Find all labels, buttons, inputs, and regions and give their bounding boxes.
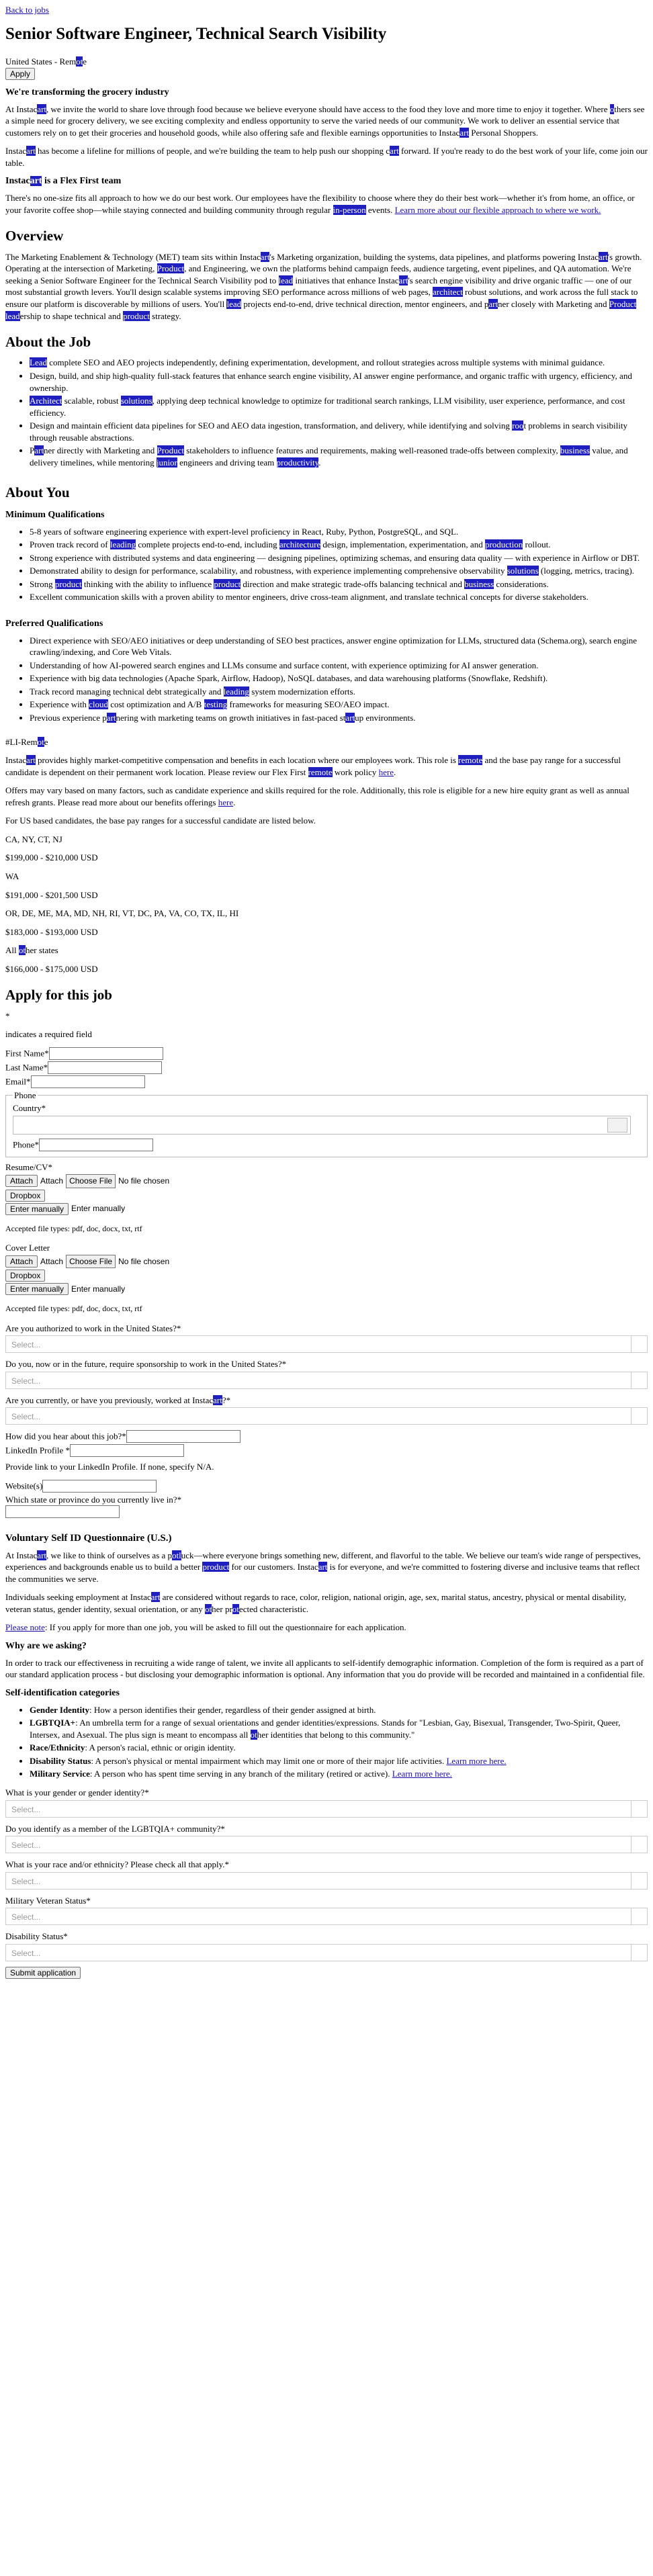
highlighted-text: art (106, 713, 116, 723)
text-segment: events. (365, 204, 395, 215)
text-segment: Design, build, and ship high-quality full-stack features that enhance search engine visibility, AI answer engine performance, and organic traffic with urgency, efficiency, and ownership. (30, 370, 632, 393)
q-authorized-label: Are you authorized to work in the United States?* (5, 1323, 181, 1333)
text-segment: , and Engineering, we own the platforms behind campaign feeds, audience targeting, event pipelines, and QA automation. We're seeking a Senior Software Engineer for the Technical Search Visibility pod to (5, 263, 632, 285)
list-item (30, 370, 648, 394)
pref-quals-heading: Preferred Qualifications (5, 618, 103, 629)
flex-first-paragraph (5, 192, 648, 216)
text-segment: Strong (30, 578, 55, 589)
job-location: United States - Remote (5, 56, 87, 67)
highlighted-text: art (37, 1550, 47, 1560)
demo-race-label: What is your race and/or ethnicity? Please check all that apply.* (5, 1859, 230, 1870)
highlighted-text: art (260, 251, 270, 262)
text-segment: ership to shape technical and (19, 310, 124, 321)
pay-ranges (5, 834, 648, 975)
text-segment: ner directly with Marketing and (43, 445, 157, 456)
text-segment: Understanding of how AI-powered search engines and LLMs consume and surface content, with experience optimizing for AI answer generation. (30, 660, 539, 670)
list-item (30, 445, 648, 468)
text-segment: ner closely with Marketing and (498, 298, 609, 309)
text-segment: At Instac (5, 103, 38, 114)
text-segment: thinking with the ability to influence (81, 578, 214, 589)
list-item (30, 660, 648, 672)
highlighted-text: art (598, 251, 608, 262)
q-state-input[interactable] (5, 1505, 120, 1518)
cover-enter-manually-button[interactable]: Enter manually (5, 1283, 69, 1295)
phone-label: Phone* (13, 1139, 39, 1150)
text-segment: : A person who has spent time serving in any branch of the military (retired or active). (89, 1769, 392, 1779)
text-segment: work policy (332, 766, 379, 777)
list-item (30, 578, 648, 590)
q-sponsorship-label: Do you, now or in the future, require sponsorship to work in the United States?* (5, 1359, 287, 1370)
min-quals-list (5, 526, 648, 603)
phone-input[interactable] (39, 1139, 153, 1151)
term-label: LGBTQIA+ (30, 1718, 76, 1728)
text-segment: : How a person identifies their gender, regardless of their gender assigned at birth. (89, 1704, 376, 1715)
chevron-down-icon (631, 1801, 647, 1817)
text-segment: : A person's racial, ethnic or origin identity. (85, 1742, 236, 1753)
first-name-row (5, 1047, 648, 1060)
highlighted-text: product (214, 578, 241, 589)
text-segment: forward. If you're ready to do the best work of your life, come join our table. (5, 146, 648, 168)
comp-paragraph-3: For US based candidates, the base pay ranges for a successful candidate are listed below. (5, 815, 316, 826)
list-item (30, 699, 648, 711)
list-item (30, 565, 648, 577)
chevron-down-icon (631, 1873, 647, 1889)
selfid-list (5, 1704, 648, 1780)
text-segment: Strong experience with distributed systems and data engineering — designing pipelines, optimizing schemas, and ensuring data quality — with experience in Airflow or DBT. (30, 552, 640, 563)
text-segment: ected characteristic. (238, 1603, 309, 1614)
q-sponsorship-select[interactable] (5, 1372, 648, 1389)
text-segment: uck—where everyone brings something new, different, and flavorful to the table. We believe our team's wide range of perspectives, experiences and backgrounds enable us to build a better (5, 1550, 641, 1572)
highlighted-text: otl (172, 1550, 181, 1560)
last-name-label: Last Name* (5, 1062, 48, 1073)
text-segment: , we invite the world to share love through food because we believe everyone should have access to the food they love and more time to enjoy it together. Where (46, 103, 610, 114)
text-segment: : A person's physical or mental impairment which may limit one or more of their major life activities. (91, 1755, 447, 1766)
select-placeholder: Select... (11, 1948, 41, 1958)
text-segment: her pr (212, 1603, 232, 1614)
first-name-input[interactable] (49, 1047, 163, 1060)
cover-file-types: Accepted file types: pdf, doc, docx, txt, rtf (5, 1304, 142, 1314)
text-segment: has become a lifeline for millions of people, and we're building the team to help push our shopping c (35, 146, 390, 157)
pref-quals-list (5, 635, 648, 724)
highlighted-text: leading (223, 686, 249, 697)
pay-range: $166,000 - $175,000 USD (5, 963, 98, 974)
pay-region: CA, NY, CT, NJ (5, 834, 62, 844)
text-segment: for our customers. Instac (229, 1562, 318, 1572)
demo-disability-select[interactable] (5, 1944, 648, 1961)
highlighted-text: architecture (279, 539, 321, 550)
text-segment: 's search engine visibility and drive organic traffic — one of our most substantial growth levers. You'll design scalable systems improving SEO performance across millions of web pages, (5, 275, 632, 298)
text-segment: scalable, robust (62, 396, 121, 406)
highlighted-text: art (398, 275, 408, 285)
text-segment: rollout. (523, 539, 551, 550)
demo-lgbtqia-select[interactable] (5, 1836, 648, 1853)
highlighted-text: art (26, 755, 36, 766)
country-select[interactable] (13, 1116, 631, 1135)
job-title: Senior Software Engineer, Technical Search Visibility (5, 24, 387, 43)
resume-file-types: Accepted file types: pdf, doc, docx, txt, rtf (5, 1223, 142, 1233)
text-segment: There's no one-size fits all approach to how we do our best work. Our employees have the flexibility to choose where they do their best work—whether it's from home, an office, or your favorite coffee shop—while staying connected and building community through regular (5, 193, 635, 215)
inline-link[interactable]: Learn more about our flexible approach to where we work. (394, 204, 601, 215)
vsid-paragraph-2 (5, 1591, 648, 1615)
text-segment: initiatives that enhance Instac (293, 275, 399, 285)
highlighted-text: o (609, 103, 615, 114)
highlighted-text: ot (250, 1729, 257, 1740)
text-segment: is for everyone, and we're committed to fostering diverse and inclusive teams that reflect the communities we serve. (5, 1562, 640, 1584)
text-segment: are considered without regards to race, color, religion, national origin, age, sex, marital status, ancestry, physical or mental disability, veteran status, gender identity, sexual orientation, or any (5, 1592, 627, 1614)
text-segment: Individuals seeking employment at Instac (5, 1592, 151, 1603)
select-placeholder: Select... (11, 1840, 41, 1851)
intro-paragraph-2 (5, 145, 648, 169)
text-segment: complete projects end-to-end, including (136, 539, 279, 550)
text-segment: 5-8 years of software engineering experience with expert-level proficiency in React, Ruby, Python, PostgreSQL, and SQL. (30, 526, 459, 537)
text-segment: cost optimization and A/B (107, 699, 204, 710)
text-segment: up environments. (355, 713, 416, 723)
text-segment: . (393, 766, 396, 777)
highlighted-text: art (488, 298, 498, 309)
term-label: Military Service (30, 1769, 90, 1779)
pay-range: $199,000 - $210,000 USD (5, 852, 98, 863)
why-paragraph: In order to track our effectiveness in recruiting a wide range of talent, we invite all applicants to self-identify demographic information. Completion of the form is required as a part of our standard application process - but disclosing your demographic information is optional. Any information that you do provide will be recorded and maintained in a confidential file. (5, 1657, 645, 1680)
term-label: Gender Identity (30, 1704, 89, 1715)
cover-manual-row (5, 1283, 648, 1295)
back-to-jobs-link[interactable]: Back to jobs (5, 5, 49, 15)
overview-heading: Overview (5, 228, 64, 245)
list-item (30, 635, 648, 658)
select-placeholder: Select... (11, 1340, 41, 1350)
comp-paragraph-2 (5, 785, 648, 808)
cover-enter-manually-text: Enter manually (71, 1284, 126, 1294)
highlighted-text: Product (157, 263, 185, 274)
select-placeholder: Select... (11, 1804, 41, 1814)
text-segment: . (233, 797, 236, 807)
highlighted-text: art (345, 713, 355, 723)
inline-link[interactable]: here (218, 797, 234, 807)
highlighted-text: art (460, 127, 470, 138)
highlighted-text: art (390, 146, 399, 157)
text-segment: robust solutions, and work across the full stack to ensure our platform is discoverable by millions of users. You'll (5, 287, 638, 309)
text-segment: her states (26, 945, 58, 956)
required-asterisk: * (5, 1010, 10, 1021)
q-heard-input[interactable] (126, 1430, 241, 1443)
highlighted-text: testing (204, 699, 228, 710)
resume-no-file-text: No file chosen (118, 1176, 170, 1186)
text-segment: , we like to think of ourselves as a p (46, 1550, 173, 1560)
inline-link[interactable]: Learn more here. (446, 1755, 507, 1766)
text-segment: complete SEO and AEO projects independently, defining experimentation, development, and rollout strategies across multiple systems with minimal guidance. (46, 357, 605, 368)
highlighted-text: junior (156, 457, 177, 468)
resume-file-row (5, 1174, 648, 1188)
text-segment: provides highly market-competitive compensation and benefits in each location where our employees work. This role is (35, 755, 459, 766)
phone-row (13, 1139, 640, 1151)
text-segment: strategy. (149, 310, 181, 321)
text-segment: Instac (5, 755, 27, 766)
country-dropdown-button[interactable] (607, 1118, 627, 1132)
text-segment: system modernization efforts. (249, 686, 355, 697)
list-item (30, 1742, 648, 1754)
resume-manual-row (5, 1203, 648, 1215)
text-segment: , applying deep technical knowledge to optimize for traditional search rankings, LLM visibility, user experience, performance, and cost efficiency. (30, 396, 625, 418)
resume-attach-label: Attach (40, 1176, 64, 1186)
email-input[interactable] (31, 1075, 145, 1088)
website-row (5, 1480, 648, 1493)
text-segment: Demonstrated ability to design for performance, scalability, and robustness, with experience implementing comprehensive observability (30, 566, 507, 576)
text-segment: frameworks for measuring SEO/AEO impact. (227, 699, 390, 710)
demo-veteran-label: Military Veteran Status* (5, 1895, 91, 1906)
list-item (30, 1704, 648, 1716)
email-row (5, 1075, 648, 1088)
text-segment: 's growth. Operating at the intersection of Marketing, (5, 251, 642, 274)
highlighted-text: production (484, 539, 523, 550)
list-item (30, 539, 648, 551)
email-label: Email* (5, 1076, 31, 1087)
term-label: Disability Status (30, 1755, 91, 1766)
list-item (30, 672, 648, 684)
resume-choose-file-button[interactable]: Choose File (66, 1174, 116, 1188)
apply-button[interactable]: Apply (5, 68, 35, 80)
highlighted-text: Product (609, 298, 637, 309)
chevron-down-icon (631, 1945, 647, 1961)
pay-range: $191,000 - $201,500 USD (5, 889, 98, 900)
text-segment: design, implementation, experimentation, and (320, 539, 485, 550)
list-item (30, 395, 648, 418)
highlighted-text: remote (308, 766, 333, 777)
text-segment: considerations. (494, 578, 549, 589)
list-item (30, 1755, 648, 1767)
cover-no-file-text: No file chosen (118, 1257, 170, 1267)
highlighted-text: cloud (89, 699, 108, 710)
min-quals-heading: Minimum Qualifications (5, 509, 105, 520)
about-job-list (5, 357, 648, 468)
country-label: Country* (13, 1103, 46, 1114)
highlighted-text: art (37, 103, 47, 114)
cover-file-row (5, 1255, 648, 1268)
highlighted-text: art (34, 445, 44, 456)
term-label: Race/Ethnicity (30, 1742, 85, 1753)
list-item (30, 420, 648, 443)
cover-dropbox-button[interactable]: Dropbox (5, 1270, 45, 1282)
apply-heading: Apply for this job (5, 987, 112, 1004)
li-tag: #LI-Remote (5, 736, 48, 747)
selfid-heading: Self-identification categories (5, 1687, 120, 1698)
last-name-row (5, 1061, 648, 1074)
text-segment: nering with marketing teams on growth initiatives in fast-paced st (116, 713, 346, 723)
select-placeholder: Select... (11, 1912, 41, 1922)
cover-letter-label: Cover Letter (5, 1242, 50, 1253)
text-segment: : An umbrella term for a range of sexual orientations and gender identities/expressions. Stands for "Lesbian, Gay, Bisexual, Transgender, Two-Spirit, Queer, Intersex, and Asexual. The plus sign is meant to encompass all (30, 1718, 621, 1740)
highlighted-text: in-person (333, 204, 366, 215)
cover-choose-file-button[interactable]: Choose File (66, 1255, 116, 1268)
list-item (30, 552, 648, 564)
text-segment: The Marketing Enablement & Technology (MET) team sits within Instac (5, 251, 261, 262)
select-placeholder: Select... (11, 1876, 41, 1886)
list-item (30, 357, 648, 369)
q-heard-row (5, 1430, 648, 1443)
text-segment: and the base pay range for a successful candidate is dependent on their permanent work location. Please review our Flex First (5, 755, 621, 777)
required-note: indicates a required field (5, 1029, 92, 1040)
highlighted-text: product (54, 578, 82, 589)
text-segment: value, and delivery timelines, while mentoring (30, 445, 628, 468)
highlighted-text: roo (512, 420, 524, 431)
highlighted-text: art (318, 1562, 328, 1572)
highlighted-text: product (202, 1562, 230, 1572)
q-state-label: Which state or province do you currently live in?* (5, 1494, 182, 1505)
demo-gender-select[interactable] (5, 1800, 648, 1818)
text-segment: Design and maintain efficient data pipelines for SEO and AEO data ingestion, transformation, and delivery, while identifying and solving (30, 420, 513, 431)
overview-paragraph (5, 251, 648, 322)
inline-link[interactable]: here (378, 766, 394, 777)
website-input[interactable] (42, 1480, 157, 1493)
list-item (30, 1768, 648, 1780)
text-segment: Excellent communication skills with a proven ability to mentor engineers, drive cross-team alignment, and translate technical concepts for diverse stakeholders. (30, 592, 589, 603)
chevron-down-icon (631, 1372, 647, 1388)
text-segment: Offers may vary based on many factors, such as candidate experience and skills required for the role. Additionally, this role is eligible for a new hire equity grant as well as annual refresh grants. Please read more about our benefits offerings (5, 785, 629, 807)
linkedin-row (5, 1444, 648, 1457)
text-segment: All (5, 945, 19, 956)
text-segment: t problems in search visibility through reusable abstractions. (30, 420, 627, 443)
vsid-heading: Voluntary Self ID Questionnaire (U.S.) (5, 1533, 172, 1544)
highlighted-text: ot (232, 1603, 239, 1614)
list-item (30, 712, 648, 724)
chevron-down-icon (631, 1336, 647, 1352)
resume-label: Resume/CV* (5, 1161, 53, 1172)
pay-region (5, 944, 648, 957)
text-segment: At Instac (5, 1550, 38, 1560)
list-item (30, 686, 648, 698)
text-segment: Instac (5, 146, 27, 157)
list-item (30, 1717, 648, 1740)
chevron-down-icon (631, 1908, 647, 1924)
inline-link[interactable]: Learn more here. (392, 1769, 452, 1779)
text-segment: direction and make strategic trade-offs balancing technical and (241, 578, 465, 589)
intro-paragraph-1 (5, 103, 648, 139)
select-placeholder: Select... (11, 1412, 41, 1422)
highlighted-text: Product (157, 445, 184, 456)
highlighted-text: Lead (30, 357, 47, 368)
list-item (30, 526, 648, 538)
intro-heading: We're transforming the grocery industry (5, 87, 169, 97)
vsid-paragraph-3 (5, 1622, 648, 1634)
linkedin-input[interactable] (70, 1444, 184, 1457)
text-segment: Proven track record of (30, 539, 110, 550)
demo-gender-label: What is your gender or gender identity?* (5, 1787, 149, 1798)
last-name-input[interactable] (48, 1061, 162, 1074)
resume-enter-manually-text: Enter manually (71, 1204, 126, 1214)
text-segment: Experience with big data technologies (Apache Spark, Airflow, Hadoop), NoSQL databases, and data warehousing platforms (Snowflake, Redshift). (30, 673, 548, 684)
why-heading: Why are we asking? (5, 1640, 87, 1651)
text-segment: (logging, metrics, tracing). (538, 566, 634, 576)
highlighted-text: lead (278, 275, 294, 285)
first-name-label: First Name* (5, 1048, 49, 1059)
text-segment: : If you apply for more than one job, you will be asked to fill out the questionnaire for each application. (44, 1622, 406, 1633)
cover-attach-button[interactable]: Attach (5, 1255, 38, 1268)
text-segment: Experience with (30, 699, 89, 710)
highlighted-text: architect (433, 287, 463, 298)
text-segment: P (30, 445, 35, 456)
text-segment: Track record managing technical debt strategically and (30, 686, 224, 697)
list-item (30, 591, 648, 603)
text-segment: Direct experience with SEO/AEO initiatives or deep understanding of SEO best practices, answer engine optimization for LLMs, structured data (Schema.org), search engine crawling/indexing, and Core Web Vitals. (30, 635, 638, 658)
pay-region: WA (5, 871, 19, 881)
text-segment: thers see a simple need for grocery delivery, we see exciting complexity and endless opportunity to serve the varied needs of our community. We work to deliver an essential service that customers rely on to get their groceries and household goods, while also offering safe and flexible earnings opportunities to Instac (5, 103, 645, 138)
highlighted-text: leading (110, 539, 136, 550)
demo-race-select[interactable] (5, 1872, 648, 1890)
website-label: Website(s) (5, 1480, 43, 1491)
q-worked-select[interactable] (5, 1407, 648, 1425)
highlighted-text: art (26, 146, 36, 157)
text-segment: . (318, 457, 321, 468)
chevron-down-icon (631, 1408, 647, 1424)
q-authorized-select[interactable] (5, 1335, 648, 1353)
resume-enter-manually-button[interactable]: Enter manually (5, 1203, 69, 1215)
demo-veteran-select[interactable] (5, 1908, 648, 1925)
text-segment: engineers and driving team (177, 457, 277, 468)
highlighted-text: productivity (276, 457, 319, 468)
about-job-heading: About the Job (5, 334, 91, 351)
highlighted-text: Architect (30, 396, 62, 406)
highlighted-text: lead (226, 298, 242, 309)
q-worked-label: Are you currently, or have you previously, worked at Instacart?* (5, 1394, 231, 1405)
highlighted-text: art (150, 1592, 161, 1603)
flex-first-heading: Instacart is a Flex First team (5, 176, 122, 187)
vsid-paragraph-1 (5, 1550, 648, 1585)
phone-fieldset (5, 1090, 648, 1157)
linkedin-label: LinkedIn Profile * (5, 1445, 71, 1456)
chevron-down-icon (631, 1836, 647, 1853)
submit-application-button[interactable]: Submit application (5, 1967, 81, 1979)
about-you-heading: About You (5, 484, 70, 501)
highlighted-text: ot (204, 1603, 212, 1614)
highlighted-text: lead (5, 310, 20, 321)
comp-paragraph-1 (5, 754, 648, 778)
text-segment: 's Marketing organization, building the systems, data pipelines, and platforms powering Instac (269, 251, 599, 262)
text-segment: Previous experience p (30, 713, 107, 723)
text-segment: stakeholders to influence features and requirements, making well-reasoned trade-offs between complexity, (184, 445, 560, 456)
demo-disability-label: Disability Status* (5, 1931, 68, 1942)
phone-legend: Phone (14, 1090, 36, 1100)
demo-lgbtqia-label: Do you identify as a member of the LGBTQIA+ community?* (5, 1823, 225, 1834)
cover-attach-label: Attach (40, 1257, 64, 1267)
text-segment: Personal Shoppers. (469, 127, 538, 138)
highlighted-text: business (464, 578, 494, 589)
highlighted-text: product (123, 310, 150, 321)
highlighted-text: solutions (507, 566, 539, 576)
highlighted-text: solutions (120, 396, 153, 406)
pay-range: $183,000 - $193,000 USD (5, 926, 98, 937)
pay-region: OR, DE, ME, MA, MD, NH, RI, VT, DC, PA, VA, CO, TX, IL, HI (5, 908, 239, 919)
highlighted-text: remote (458, 755, 483, 766)
linkedin-help: Provide link to your LinkedIn Profile. If none, specify N/A. (5, 1462, 214, 1472)
text-segment: projects end-to-end, drive technical direction, mentor engineers, and p (241, 298, 489, 309)
text-segment: her identities that belong to this community." (257, 1729, 415, 1740)
resume-attach-button[interactable]: Attach (5, 1175, 38, 1187)
q-heard-label: How did you hear about this job?* (5, 1431, 126, 1441)
highlighted-text: business (560, 445, 590, 456)
resume-dropbox-button[interactable]: Dropbox (5, 1190, 45, 1202)
inline-link[interactable]: Please note (5, 1622, 45, 1633)
select-placeholder: Select... (11, 1376, 41, 1386)
highlighted-text: ot (18, 945, 26, 956)
